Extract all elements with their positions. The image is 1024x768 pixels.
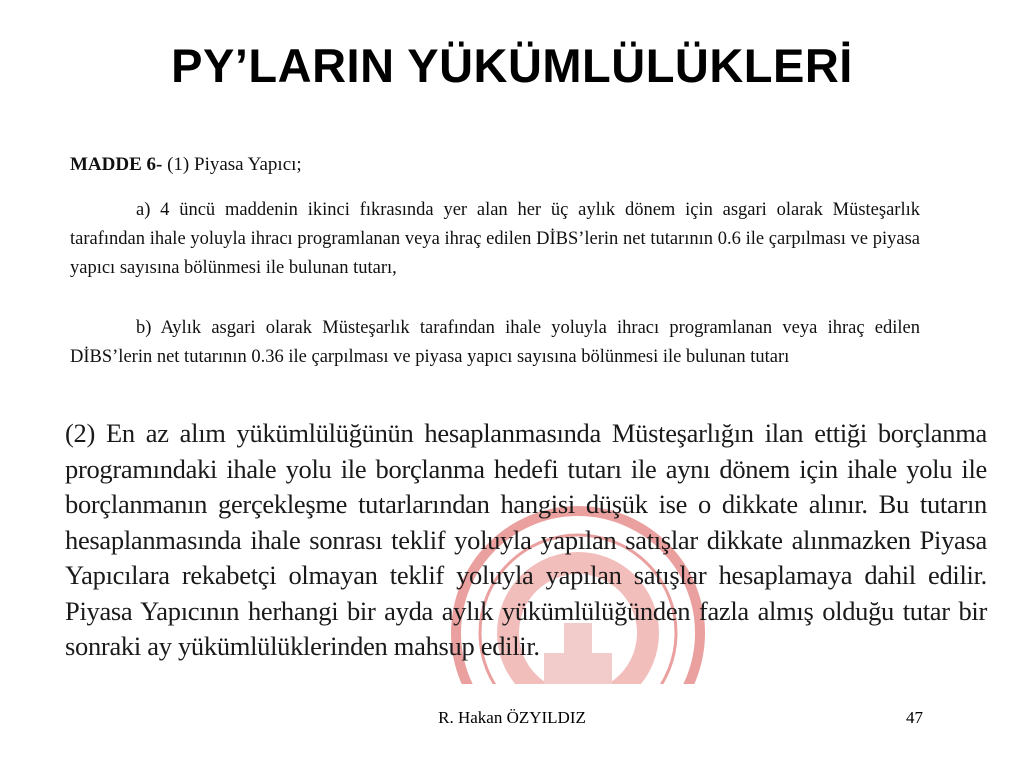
slide-title: PY’LARIN YÜKÜMLÜLÜKLERİ bbox=[171, 39, 853, 92]
clause-a: a) 4 üncü maddenin ikinci fıkrasında yer alan her üç aylık dönem için asgari olarak Müsteşarlık tarafından ihale yoluyla ihracı programlanan veya ihraç edilen DİBS’lerin net tutarının 0.6 ile çarpılması ve piyasa yapıcı sayısına bölünmesi ile bulunan tutarı, bbox=[70, 200, 920, 278]
clause-2-text: (2) En az alım yükümlülüğünün hesaplanmasında Müsteşarlığın ilan ettiği borçlanma programındaki ihale yolu ile borçlanma hedefi tutarı ile aynı dönem için ihale yolu ile borçlanmanın gerçekleşme tutarlarından hangisi düşük ise o dikkate alınır. Bu tutarın hesaplanmasında ihale sonrası teklif yoluyla yapılan satışlar dikkate alınmazken Piyasa Yapıcılara rekabetçi olmayan teklif yoluyla yapılan satışlar hesaplamaya dahil edilir. Piyasa Yapıcının herhangi bir ayda aylık yükümlülüğünden fazla almış olduğu tutar bir sonraki ay yükümlülüklerinden mahsup edilir. bbox=[65, 418, 987, 661]
clause-b: b) Aylık asgari olarak Müsteşarlık tarafından ihale yoluyla ihracı programlanan veya ihraç edilen DİBS’lerin net tutarının 0.36 ile çarpılması ve piyasa yapıcı sayısına bölünmesi ile bulunan tutarı bbox=[70, 318, 920, 367]
article-heading bbox=[70, 154, 302, 176]
page-number: 47 bbox=[906, 708, 923, 727]
article-number: MADDE 6- bbox=[70, 154, 163, 175]
footer-author: R. Hakan ÖZYILDIZ bbox=[438, 708, 586, 727]
regulation-excerpt-clause-2 bbox=[58, 408, 993, 684]
regulation-excerpt-madde-6 bbox=[62, 150, 932, 412]
article-subject: (1) Piyasa Yapıcı; bbox=[167, 154, 302, 175]
